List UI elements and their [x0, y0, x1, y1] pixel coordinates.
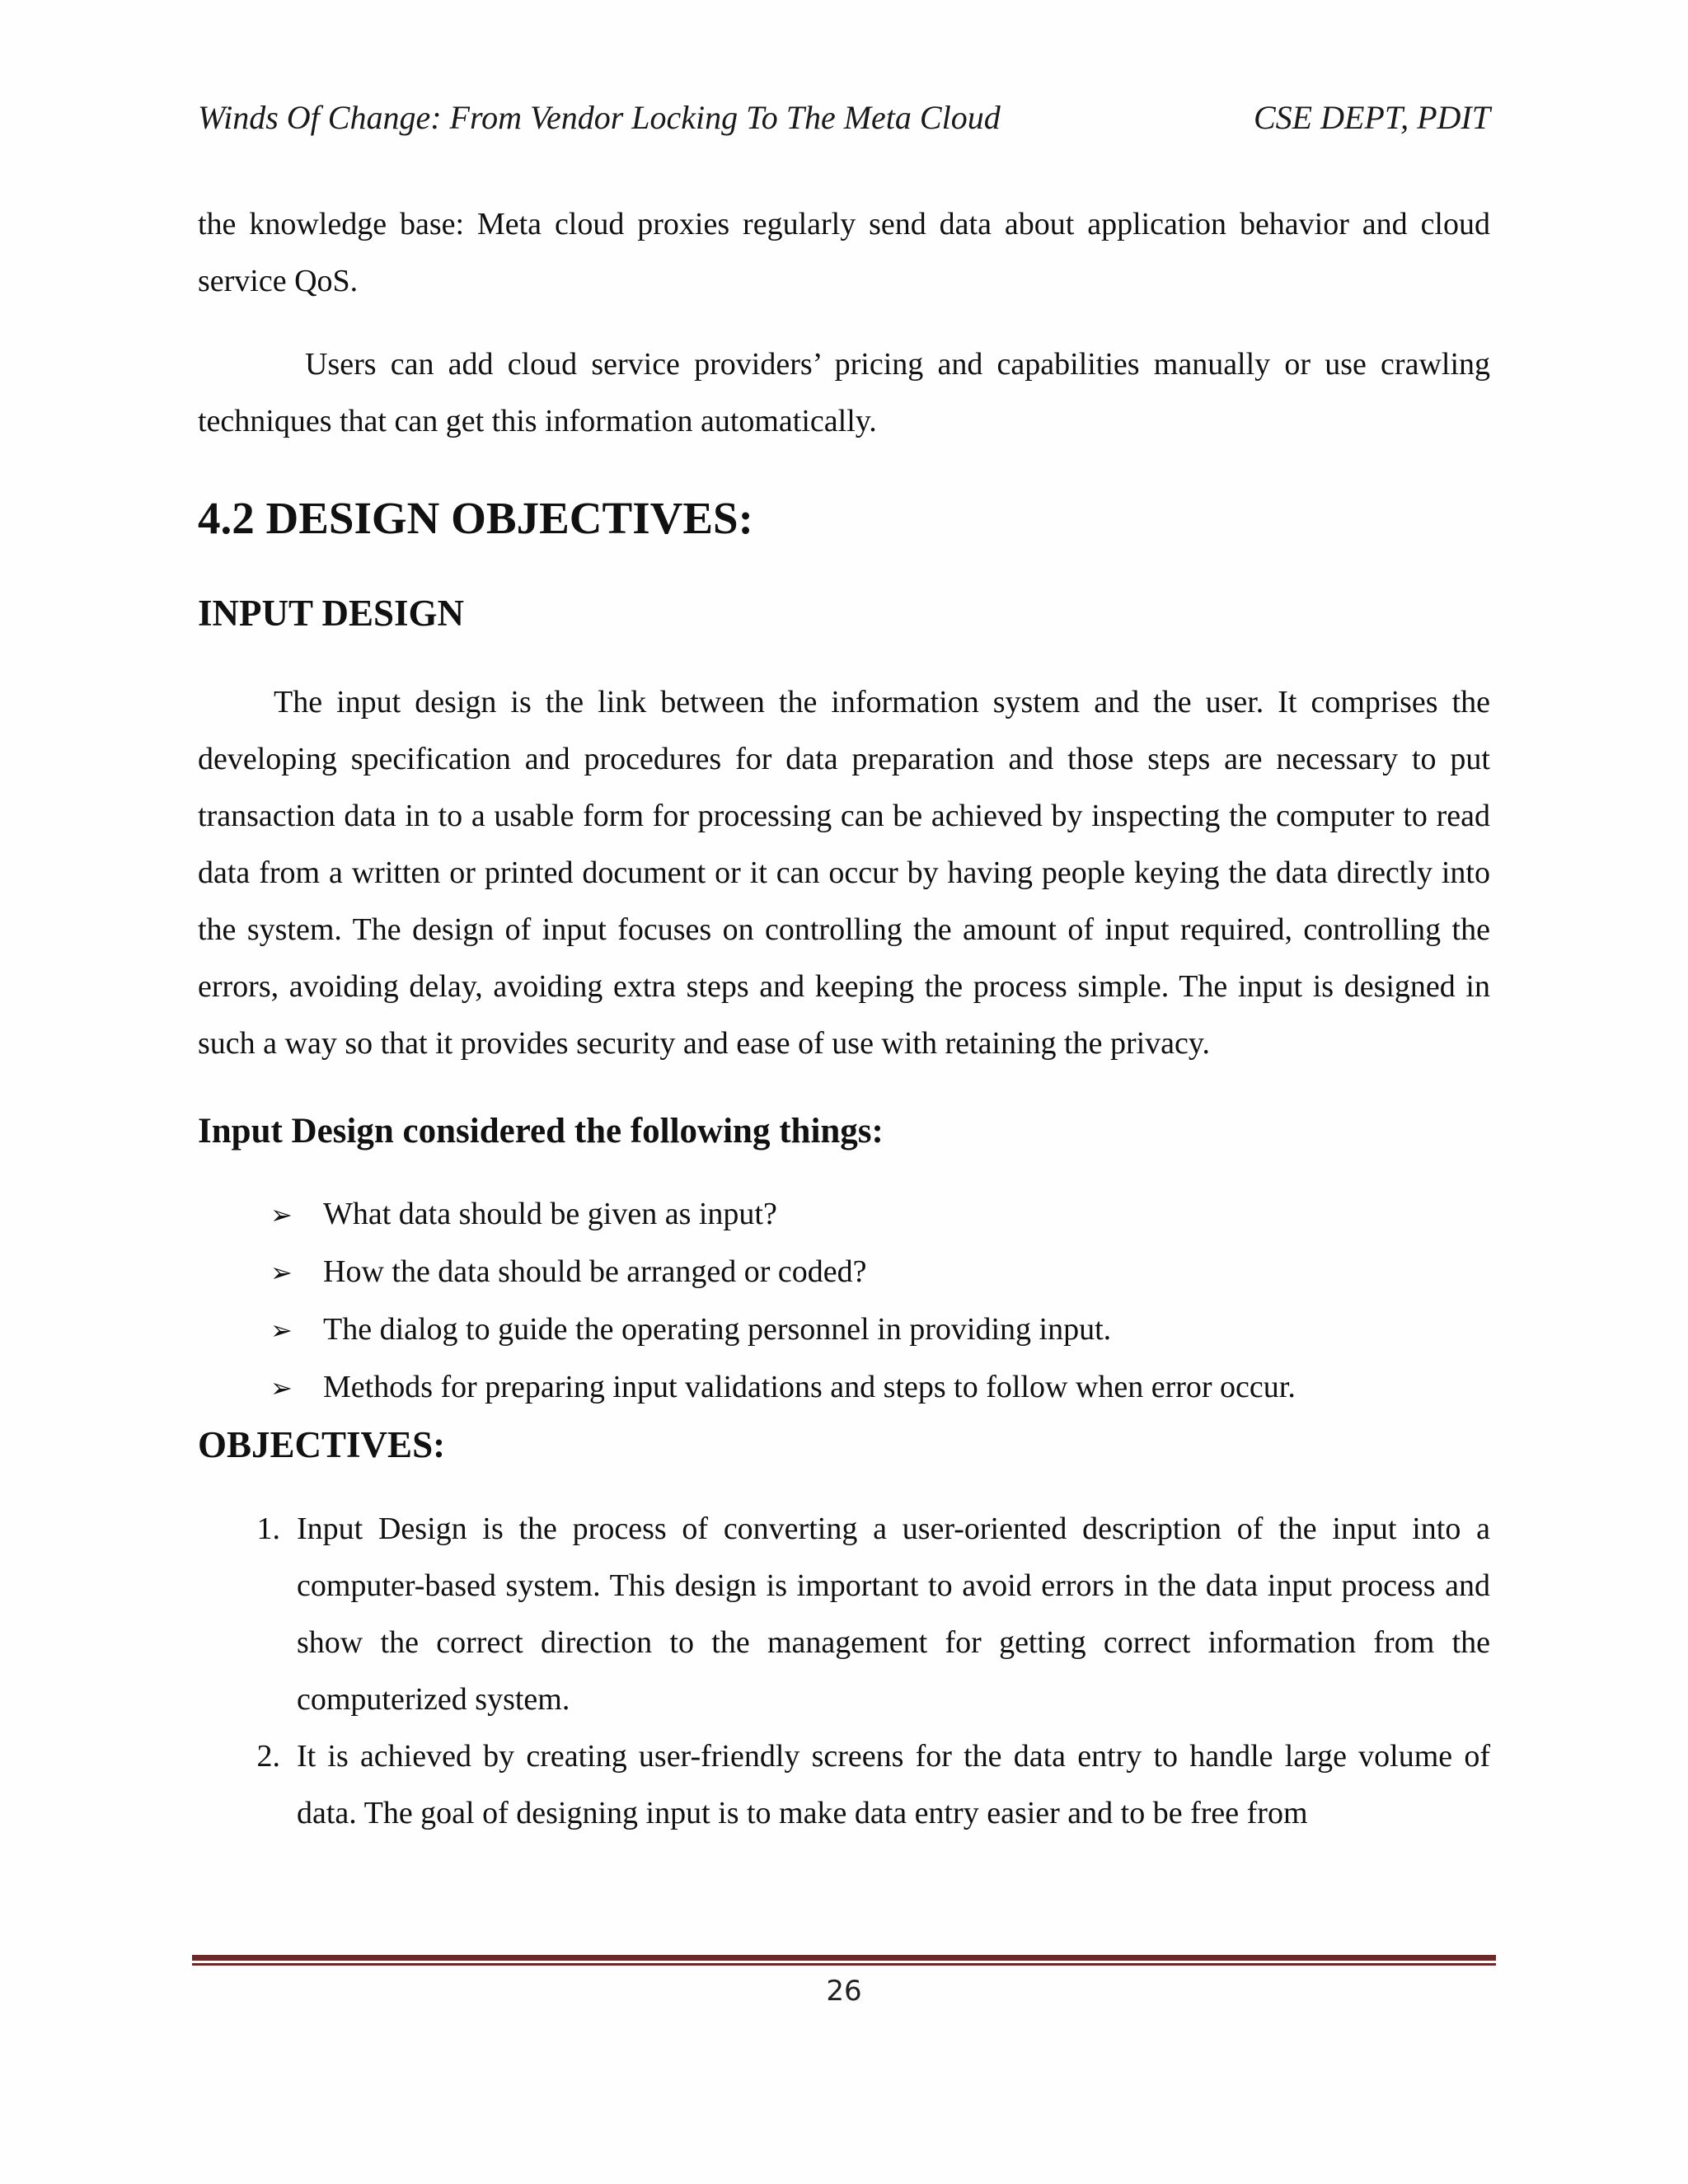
list-item-text: Input Design is the process of converting a user-oriented description of the input into a computer-based system. This design is important to avoid errors in the data input process and show the correct direction to the management for getting correct information from the computerized system.: [297, 1511, 1490, 1717]
list-item: [198, 1728, 1490, 1842]
list-item: [270, 1301, 1490, 1359]
considerations-list: [198, 1186, 1490, 1417]
list-item: [270, 1359, 1490, 1417]
arrowhead-bullet-icon: ➢: [270, 1315, 293, 1346]
arrowhead-bullet-icon: ➢: [270, 1199, 293, 1230]
arrowhead-bullet-icon: ➢: [270, 1372, 293, 1404]
objectives-heading: OBJECTIVES:: [198, 1424, 446, 1465]
list-item: [270, 1244, 1490, 1301]
list-item-text: Methods for preparing input validations and steps to follow when error occur.: [323, 1370, 1296, 1404]
running-header: [198, 97, 1490, 138]
list-item-text: The dialog to guide the operating personnel in providing input.: [323, 1312, 1112, 1347]
arrowhead-bullet-icon: ➢: [270, 1257, 293, 1288]
header-department: CSE DEPT, PDIT: [1253, 99, 1490, 136]
considered-heading: Input Design considered the following things:: [198, 1112, 884, 1151]
list-item-number: 1.: [256, 1511, 280, 1546]
footer-divider-thick: [192, 1955, 1496, 1961]
list-item-text: It is achieved by creating user-friendly screens for the data entry to handle large volume of data. The goal of designing input is to make data entry easier and to be free from: [297, 1739, 1490, 1830]
footer-divider-thin: [192, 1963, 1496, 1966]
list-item-text: How the data should be arranged or coded?: [323, 1254, 867, 1289]
list-item-number: 2.: [256, 1739, 280, 1774]
objectives-list: [198, 1501, 1490, 1842]
paragraph-users: Users can add cloud service providers’ pricing and capabilities manually or use crawling techniques that can get this information automatically.: [198, 347, 1490, 438]
section-heading: 4.2 DESIGN OBJECTIVES:: [198, 493, 753, 543]
list-item: [270, 1186, 1490, 1244]
page-content: [198, 196, 1490, 1842]
page-number: 26: [826, 1975, 862, 2008]
list-item-text: What data should be given as input?: [323, 1197, 777, 1231]
paragraph-knowledge-base: the knowledge base: Meta cloud proxies regularly send data about application behavior and cloud service QoS.: [198, 207, 1490, 298]
header-title: Winds Of Change: From Vendor Locking To The Meta Cloud: [198, 99, 1001, 136]
list-item: [198, 1501, 1490, 1728]
input-design-heading: INPUT DESIGN: [198, 593, 464, 634]
footer-divider: [192, 1955, 1496, 1966]
paragraph-input-design: The input design is the link between the information system and the user. It comprises the developing specification and procedures for data preparation and those steps are necessary to put transaction data in to a usable form for processing can be achieved by inspecting the computer to read data from a written or printed document or it can occur by having people keying the data directly into the system. The design of input focuses on controlling the amount of input required, controlling the errors, avoiding delay, avoiding extra steps and keeping the process simple. The input is designed in such a way so that it provides security and ease of use with retaining the privacy.: [198, 685, 1490, 1061]
